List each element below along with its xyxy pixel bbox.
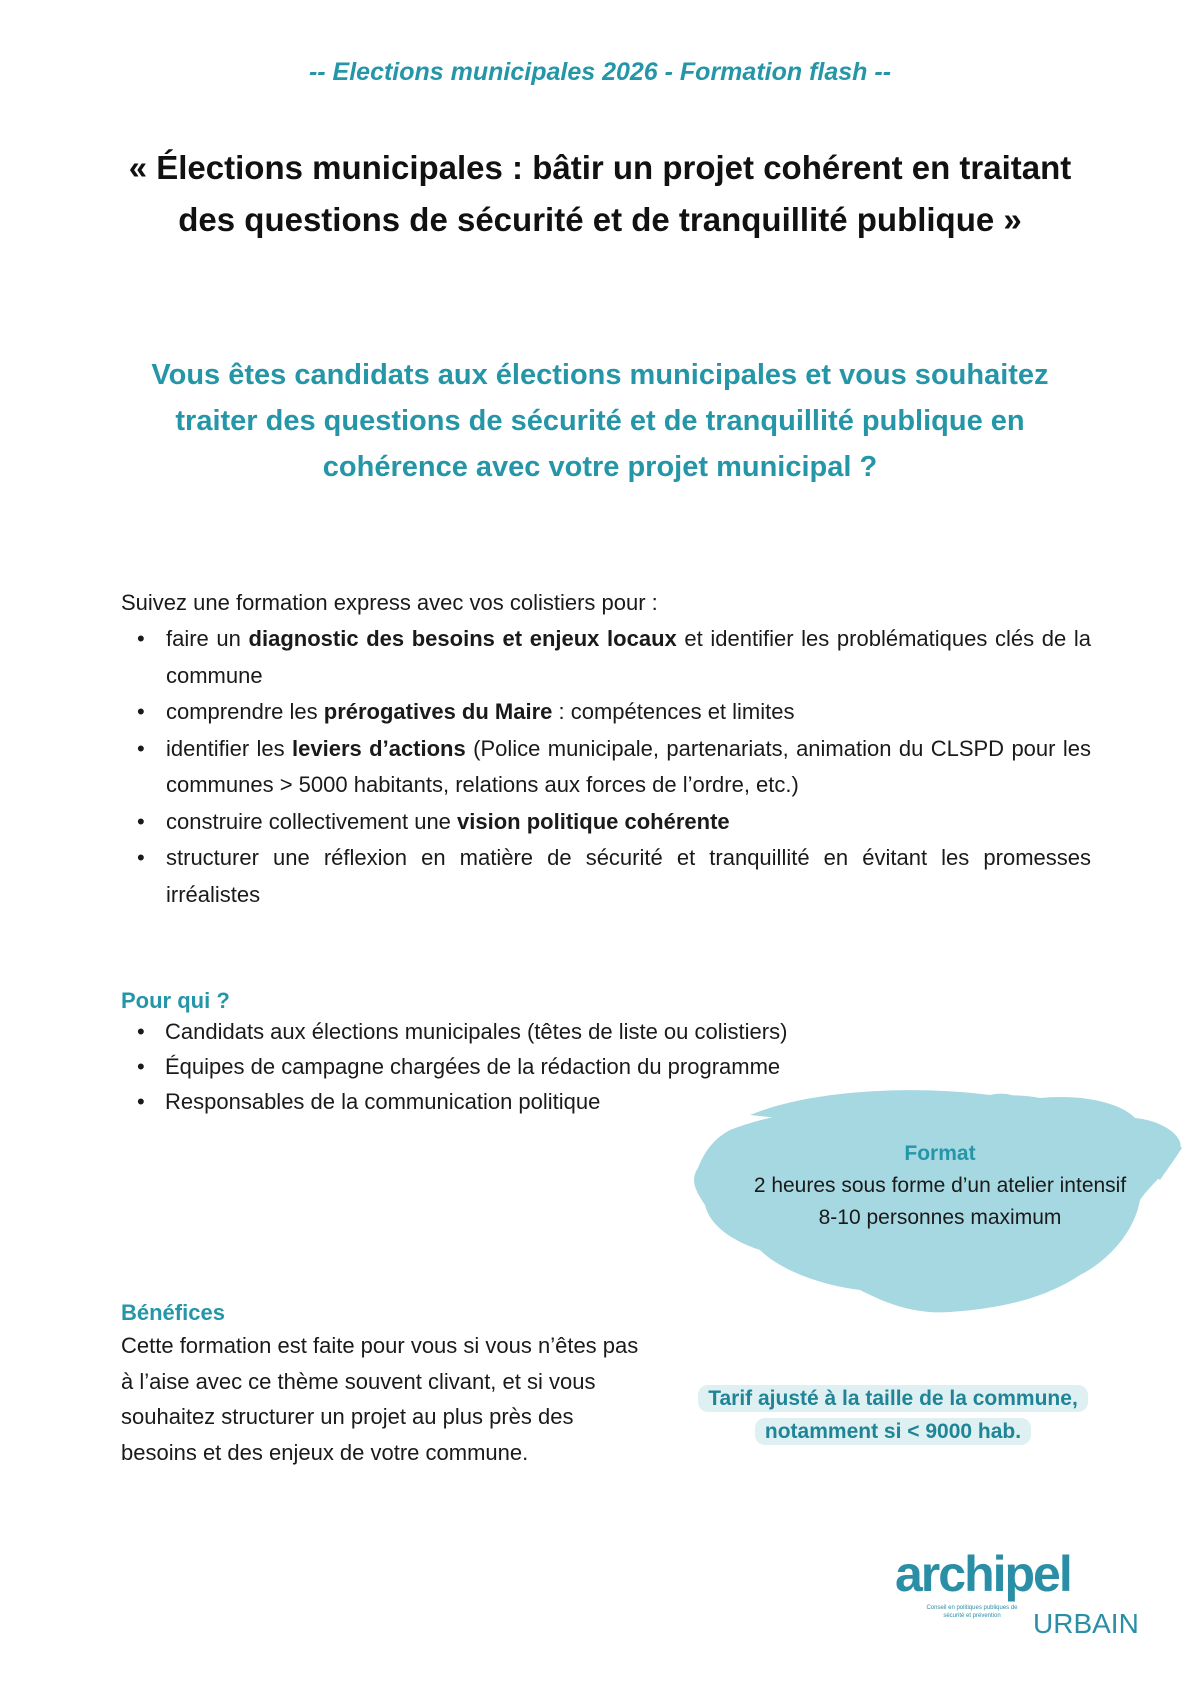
goal-item [121, 804, 1091, 841]
archipel-urbain-logo [895, 1546, 1139, 1658]
benefits-section [121, 1300, 641, 1470]
goal-item [121, 694, 1091, 731]
audience-item: • Équipes de campagne chargées de la rédaction du programme [121, 1049, 881, 1084]
format-heading: Format [904, 1142, 976, 1165]
format-line: 8-10 personnes maximum [818, 1206, 1062, 1229]
intro-lead: Suivez une formation express avec vos colistiers pour : [121, 590, 658, 615]
goal-text: structurer une réflexion en matière de sécurité et tranquillité en évitant les promesses irréalistes [166, 845, 1091, 907]
goal-text: construire collectivement une [166, 808, 458, 834]
pricing-line: notamment si < 9000 hab. [755, 1418, 1031, 1445]
format-line: 2 heures sous forme d’un atelier intensif [753, 1174, 1127, 1197]
goal-text: (Police municipale, partenariats, animation du CLSPD pour les communes > 5000 habitants, relations aux forces de l’ordre, etc.) [166, 735, 1091, 797]
logo-wordmark: archipel [895, 1546, 1071, 1602]
audience-heading: Pour qui ? [121, 988, 230, 1013]
goal-bold-text: leviers d’actions [292, 735, 466, 761]
benefits-heading: Bénéfices [121, 1300, 225, 1325]
goal-item [121, 621, 1091, 694]
format-box [700, 1138, 1180, 1234]
goal-text: identifier les [166, 735, 293, 761]
goal-bold-text: prérogatives du Maire [323, 699, 553, 724]
page-title: « Élections municipales : bâtir un projet cohérent en traitant des questions de sécurité et de tranquillité publique » [128, 149, 1072, 238]
goal-text: faire un [166, 626, 249, 651]
intro-section [121, 585, 1091, 913]
pricing-note [673, 1382, 1113, 1448]
benefits-text: Cette formation est faite pour vous si vous n’êtes pas à l’aise avec ce thème souvent clivant, et si vous souhaitez structurer un projet au plus près des besoins et des enjeux de votre commune. [121, 1333, 639, 1465]
goal-item [121, 840, 1091, 913]
goals-list [121, 621, 1091, 913]
logo-tagline: Conseil en politiques publiques de sécurité et prévention [926, 1605, 1018, 1619]
pricing-line: Tarif ajusté à la taille de la commune, [698, 1385, 1088, 1412]
logo-subtitle: URBAIN [1033, 1608, 1139, 1639]
event-kicker: -- Elections municipales 2026 - Formation flash -- [308, 58, 892, 86]
goal-text: comprendre les [166, 699, 324, 724]
subtitle: Vous êtes candidats aux élections municipales et vous souhaitez traiter des questions de sécurité et de tranquillité publique en cohérence avec votre projet municipal ? [151, 359, 1049, 483]
goal-text: : compétences et limites [552, 699, 795, 724]
audience-item: • Responsables de la communication politique [121, 1084, 881, 1119]
goal-text: et identifier les problématiques clés de la commune [166, 626, 1091, 688]
goal-item [121, 731, 1091, 804]
audience-item: • Candidats aux élections municipales (têtes de liste ou colistiers) [121, 1014, 881, 1049]
goal-bold-text: diagnostic des besoins et enjeux locaux [248, 626, 677, 651]
goal-bold-text: vision politique cohérente [457, 808, 730, 834]
